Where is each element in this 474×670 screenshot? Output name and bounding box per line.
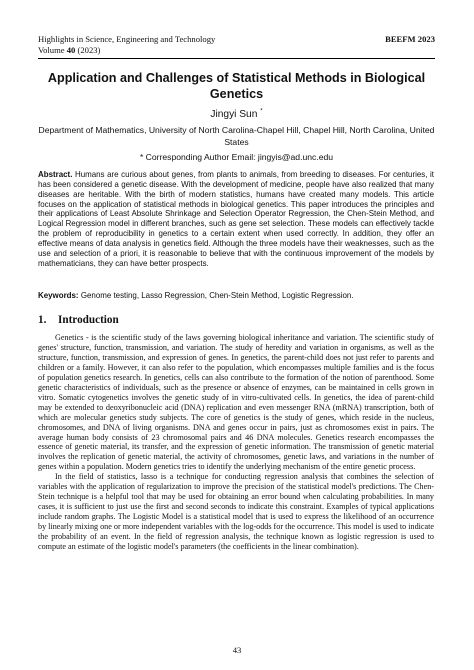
affiliation: Department of Mathematics, University of North Carolina-Chapel Hill, Chapel Hill, North Carolina, United States [38, 125, 435, 147]
section-number: 1. [38, 314, 47, 326]
keywords-label: Keywords: [38, 291, 79, 300]
conference-name: BEEFM 2023 [385, 34, 435, 44]
keywords [38, 291, 434, 301]
keywords-text: Genome testing, Lasso Regression, Chen-Stein Method, Logistic Regression. [80, 291, 354, 300]
body-paragraph: In the field of statistics, lasso is a technique for conducting regression analysis that combines the selection of variables with the application of regularization to improve the precision of the statistical model's predictions. The Chen-Stein technique is a helpful tool that may be used for obtaining an error bound when calculating probabilities. In many cases, it is sufficient to just use the first and second seconds to indicate this constraint. Examples of typical applications include random graphs. The Logistic Model is a statistical model that is used to express the likelihood of an occurrence by linearly mixing one or more independent variables with the log-odds for the occurrence. This model is used to indicate the probability of an event. In the field of regression analysis, the technique known as logistic regression is used to compute an estimate of the logistic model's parameters (the coefficients in the linear combination). [38, 472, 434, 552]
abstract [38, 170, 434, 268]
volume-number: 40 [66, 45, 76, 55]
body-paragraph: Genetics - is the scientific study of the laws governing biological inheritance and variation. The scientific study of genes' structure, function, transmission, and variation. The study of heredity and variation in organisms, as well as the structure, function, transmission, and expression of genes. In genetics, the parent-child does not just refer to parents and children or a family. However, it can also refer to the population, which encompasses multiple families and is the focus of population genetics research. In genetics, cells can also contribute to the formation of the notion of parenthood. Some genetic characteristics of individuals, such as the presence or absence of enzymes, can be maintained in cells grown in vitro. Somatic cytogenetics involves the genetic study of in vitro-cultivated cells. In genetics, the idea of parent-child may be extended to deoxyribonucleic acid (DNA) replication and even messenger RNA (mRNA) transcription, both of which are molecular genetics study subjects. The core of genetics is the study of genes, which reside in the nucleus, chromosomes, and DNA of living organisms. DNA and genes occur in pairs, just as chromosomes exist in pairs. The average human body consists of 23 chromosomal pairs and 46 DNA molecules. Genetics research encompasses the essence of genetic material, its transfer, and the expression of genetic information. The transmission of genetic material involves the replication of genetic material, the activity of chromosomes, genetic laws, and variations in the number of genes within a population. Modern genetics tries to identify the underlying mechanism of the entire genetic process. [38, 333, 434, 472]
paper-title: Application and Challenges of Statistical Methods in Biological Genetics [47, 71, 426, 101]
section-body [38, 333, 434, 552]
header-rule [38, 58, 435, 59]
corresponding-author: * Corresponding Author Email: jingyis@ad.unc.edu [139, 152, 334, 162]
volume-info: Volume 40 (2023) [38, 45, 101, 55]
author-name: Jingyi Sun [210, 109, 258, 120]
section-heading [38, 313, 434, 327]
page-number: 43 [232, 645, 242, 655]
section-title: Introduction [58, 314, 119, 326]
author-mark: * [260, 108, 263, 115]
abstract-label: Abstract. [38, 170, 73, 179]
author-line [38, 108, 435, 121]
journal-name: Highlights in Science, Engineering and Technology [38, 34, 216, 44]
abstract-text: Humans are curious about genes, from plants to animals, from breeding to diseases. For centuries, it has been considered a genetic disease. With the development of medicine, people have also realized that many diseases are heritable. With the birth of modern statistics, humans have created many models. This article focuses on the application of statistical methods in biological genetics. This paper introduces the principles and their applications of Least Absolute Shrinkage and Selection Operator Regression, the Chen-Stein Method, and Logical Regression model in different branches, such as gene set selection. These models can effectively tackle the problem of reproducibility in genetics to a certain extent when used correctly. In addition, they offer an effective means of data analysis in genetics field. Although the three models have their weaknesses, such as the use and selection of a priori, it is reasonable to believe that with the continuous improvement of the models by mathematicians, they can have better prospects. [38, 170, 434, 268]
